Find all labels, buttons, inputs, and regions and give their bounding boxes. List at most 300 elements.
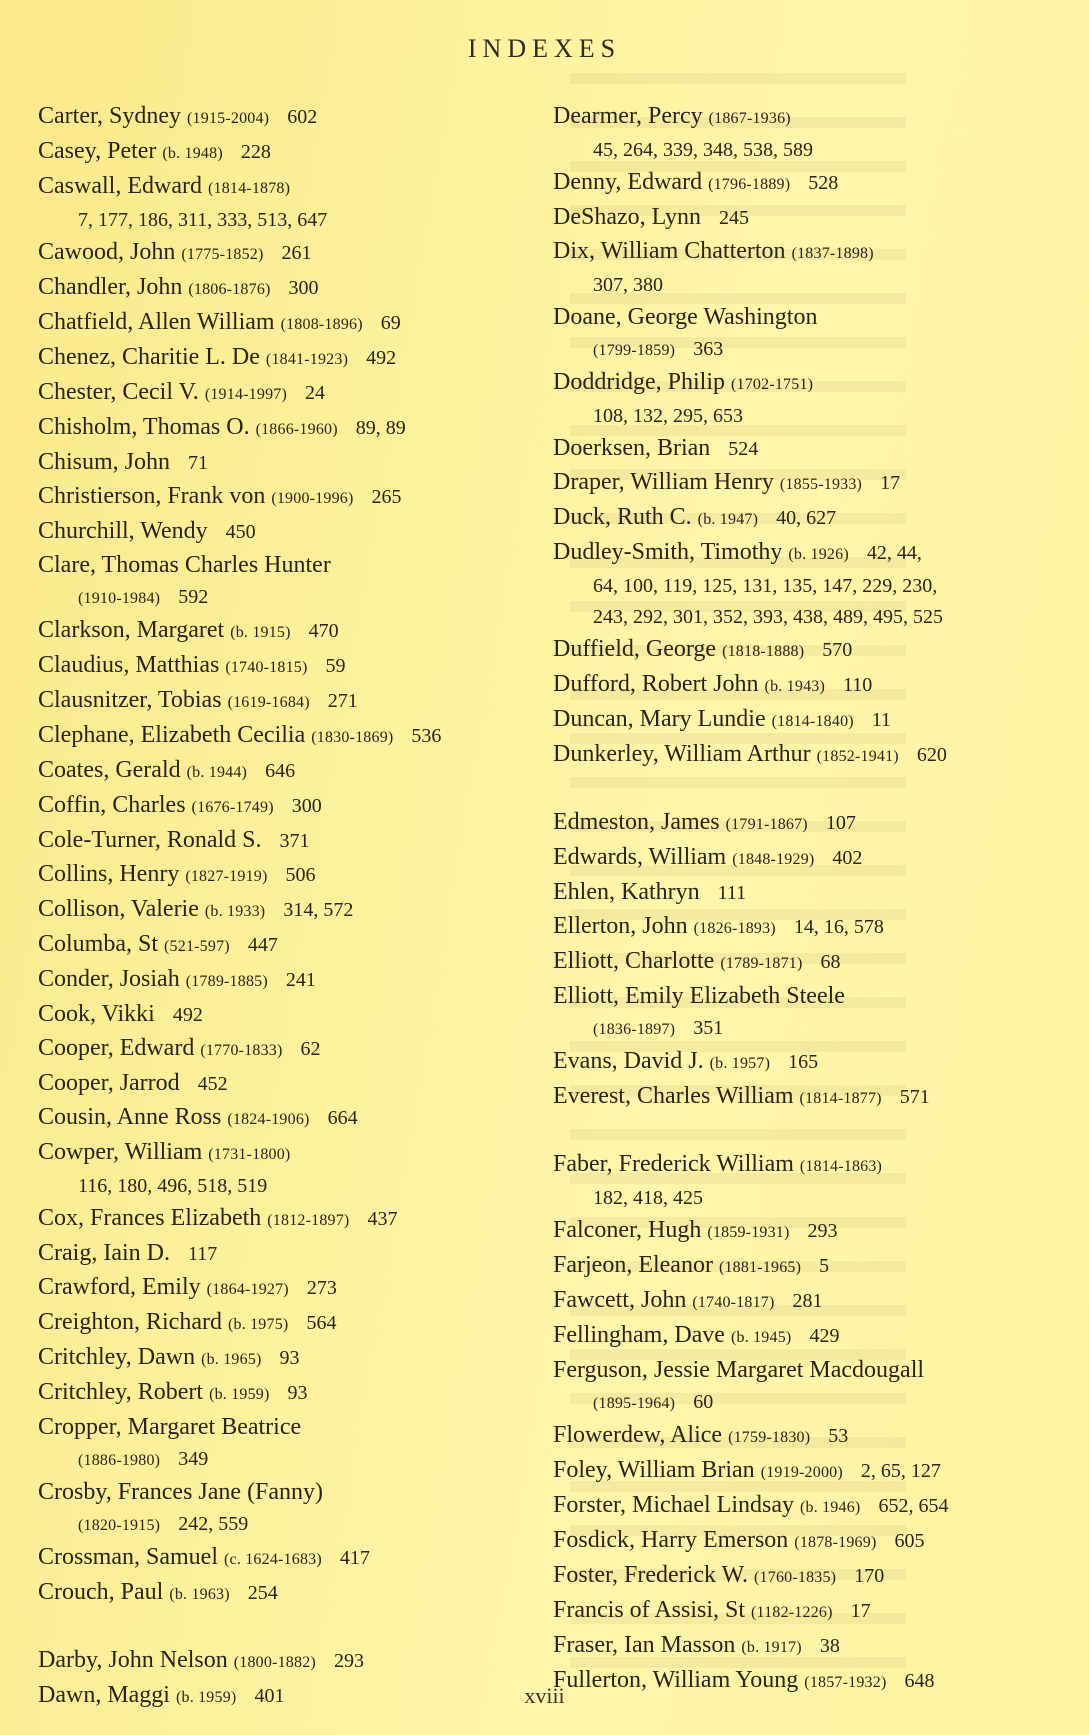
- index-entry: [553, 1045, 1078, 1080]
- index-entry: [38, 754, 538, 789]
- author-dates: (1824-1906): [227, 1111, 310, 1128]
- page-refs: 245: [718, 207, 749, 229]
- page-refs: 17: [880, 472, 901, 494]
- continued-line: [593, 334, 1078, 366]
- page-refs: 59: [325, 655, 346, 677]
- index-entry: [38, 341, 538, 376]
- index-entry: [553, 1249, 1078, 1284]
- index-entry: [553, 1319, 1078, 1354]
- author-dates: (c. 1624-1683): [224, 1551, 322, 1568]
- author-dates: (1182-1226): [751, 1604, 833, 1621]
- continued-line: [78, 582, 538, 614]
- author-name: Chester, Cecil V.: [38, 379, 199, 405]
- index-entry: [38, 614, 538, 649]
- index-entry: [553, 501, 1078, 536]
- author-dates: (1848-1929): [732, 851, 815, 868]
- index-entry: [553, 235, 1078, 301]
- page-refs: 273: [306, 1277, 337, 1299]
- author-dates: (b. 1948): [162, 145, 223, 162]
- page-refs: 2, 65, 127: [860, 1460, 941, 1482]
- author-name: Forster, Michael Lindsay: [553, 1492, 794, 1518]
- author-dates: (1791-1867): [725, 816, 808, 833]
- continued-line: 64, 100, 119, 125, 131, 135, 147, 229, 230,: [593, 575, 938, 597]
- index-entry: [38, 1101, 538, 1136]
- page-refs: 111: [717, 882, 747, 904]
- author-dates: (b. 1945): [730, 1329, 792, 1346]
- author-name: Conder, Josiah: [38, 966, 180, 992]
- index-entry: [38, 306, 538, 341]
- index-entry: [38, 1476, 538, 1541]
- author-name: Foster, Frederick W.: [553, 1562, 749, 1588]
- author-dates: (1759-1830): [728, 1429, 811, 1446]
- index-entry: [38, 1202, 538, 1237]
- page-refs: 60: [693, 1391, 714, 1413]
- page-refs: 261: [281, 242, 312, 264]
- index-entry: [553, 1284, 1078, 1319]
- index-entry: [38, 480, 538, 515]
- page-refs: 24: [305, 382, 325, 404]
- author-name: Fraser, Ian Masson: [553, 1632, 736, 1658]
- continued-line: 243, 292, 301, 352, 393, 438, 489, 495, 525: [593, 606, 943, 628]
- page-refs: 40, 627: [776, 507, 837, 529]
- page-refs: 11: [871, 709, 892, 731]
- page-refs: 524: [728, 438, 759, 460]
- index-entry: [38, 1576, 538, 1611]
- author-dates: (b. 1975): [227, 1316, 289, 1333]
- author-dates: (b. 1926): [788, 546, 849, 563]
- author-dates: (b. 1946): [799, 1499, 861, 1516]
- index-entry: [38, 963, 538, 998]
- page-refs: 564: [306, 1312, 337, 1334]
- author-name: Fullerton, William Young: [553, 1667, 799, 1693]
- right-index-column: [553, 100, 1078, 1699]
- index-entry: [553, 301, 1078, 366]
- index-entry: [38, 271, 538, 306]
- author-dates: (1826-1893): [693, 920, 776, 937]
- author-name: Churchill, Wendy: [38, 518, 208, 544]
- author-name: Doddridge, Philip: [553, 369, 725, 395]
- author-dates: (1855-1933): [779, 476, 863, 493]
- page-refs: 228: [240, 141, 271, 163]
- page-refs: 570: [822, 639, 853, 661]
- index-entry: [38, 411, 538, 446]
- page-refs: 5: [819, 1255, 830, 1277]
- author-dates: (1881-1965): [718, 1259, 802, 1276]
- author-name: Clephane, Elizabeth Cecilia: [38, 722, 306, 748]
- index-entry: [38, 684, 538, 719]
- page-refs: 242, 559: [178, 1513, 249, 1535]
- author-dates: (b. 1944): [186, 764, 248, 781]
- author-dates: (1878-1969): [794, 1534, 877, 1551]
- author-name: Crawford, Emily: [38, 1274, 201, 1300]
- author-name: Foley, William Brian: [553, 1457, 755, 1483]
- author-dates: (1867-1936): [708, 110, 791, 127]
- author-name: Cowper, William: [38, 1139, 203, 1165]
- author-name: Flowerdew, Alice: [553, 1422, 723, 1448]
- page-refs: 14, 16, 578: [793, 916, 884, 938]
- running-head: INDEXES: [467, 34, 622, 63]
- page-refs: 53: [828, 1425, 849, 1447]
- author-name: Critchley, Dawn: [38, 1344, 196, 1370]
- author-name: Draper, William Henry: [553, 469, 774, 495]
- author-name: Collins, Henry: [38, 861, 180, 887]
- author-name: Evans, David J.: [553, 1048, 704, 1074]
- index-entry: [38, 789, 538, 824]
- index-entry: [553, 366, 1078, 432]
- author-name: Coates, Gerald: [38, 757, 181, 783]
- page-refs: 437: [367, 1208, 398, 1230]
- index-entry: [553, 1080, 1078, 1115]
- index-entry: [553, 166, 1078, 201]
- author-dates: (1676-1749): [191, 799, 274, 816]
- author-dates: (b. 1959): [209, 1386, 270, 1403]
- author-name: Chatfield, Allen William: [38, 309, 275, 335]
- author-dates: (1900-1996): [271, 490, 354, 507]
- author-name: Clare, Thomas Charles Hunter: [38, 552, 331, 578]
- index-entry: [38, 858, 538, 893]
- index-entry: [553, 201, 1078, 235]
- page-refs: 592: [178, 586, 209, 608]
- author-name: Elliott, Charlotte: [553, 948, 715, 974]
- index-entry: [38, 1237, 538, 1271]
- author-name: Cook, Vikki: [38, 1001, 155, 1027]
- index-entry: [38, 1541, 538, 1576]
- author-name: Falconer, Hugh: [553, 1217, 702, 1243]
- author-name: Fosdick, Harry Emerson: [553, 1527, 789, 1553]
- author-dates: (b. 1943): [764, 678, 826, 695]
- author-name: Dearmer, Percy: [553, 103, 703, 129]
- author-name: Chandler, John: [38, 274, 183, 300]
- continued-line: 108, 132, 295, 653: [593, 405, 743, 427]
- author-name: Duck, Ruth C.: [553, 504, 692, 530]
- author-name: Chisholm, Thomas O.: [38, 414, 250, 440]
- continued-line: 307, 380: [593, 274, 663, 296]
- author-dates: (1857-1932): [804, 1674, 887, 1691]
- author-name: Chisum, John: [38, 449, 171, 475]
- left-index-column: [38, 100, 538, 1714]
- index-entry: [38, 719, 538, 754]
- author-dates: (1859-1931): [707, 1224, 790, 1241]
- continued-line: [78, 1509, 538, 1541]
- index-entry: [38, 236, 538, 271]
- index-entry: [553, 466, 1078, 501]
- page-refs: 429: [809, 1325, 840, 1347]
- index-entry: [38, 549, 538, 614]
- author-name: Cooper, Edward: [38, 1035, 195, 1061]
- author-name: Dufford, Robert John: [553, 671, 759, 697]
- page-refs: 470: [308, 620, 339, 642]
- author-dates: (1814-1840): [771, 713, 854, 730]
- page-refs: 402: [832, 847, 863, 869]
- index-entry: [553, 1214, 1078, 1249]
- index-entry: [553, 1629, 1078, 1664]
- page-refs: 620: [916, 744, 947, 766]
- index-entry: [38, 1644, 538, 1679]
- index-entry: [38, 1032, 538, 1067]
- index-entry: [38, 1411, 538, 1476]
- author-name: Claudius, Matthias: [38, 652, 220, 678]
- author-name: Denny, Edward: [553, 169, 703, 195]
- author-name: Crouch, Paul: [38, 1579, 164, 1605]
- author-name: Craig, Iain D.: [38, 1240, 170, 1266]
- page-refs: 293: [333, 1650, 364, 1672]
- page-refs: 447: [247, 934, 278, 956]
- page-refs: 110: [843, 674, 873, 696]
- page-refs: 38: [819, 1635, 840, 1657]
- index-entry: [38, 1306, 538, 1341]
- index-entry: [553, 100, 1078, 166]
- index-entry: [38, 1067, 538, 1101]
- page-refs: 241: [285, 969, 316, 991]
- page-refs: 528: [808, 172, 839, 194]
- page-refs: 314, 572: [283, 899, 354, 921]
- author-dates: (1806-1876): [188, 281, 271, 298]
- author-name: Dunkerley, William Arthur: [553, 741, 811, 767]
- author-name: Cousin, Anne Ross: [38, 1104, 222, 1130]
- page-refs: 17: [850, 1600, 871, 1622]
- author-dates: (1841-1923): [265, 351, 349, 368]
- letter-group-gap: [38, 1611, 538, 1644]
- author-dates: (1789-1871): [720, 955, 803, 972]
- author-dates: (1910-1984): [78, 590, 161, 607]
- author-dates: (1864-1927): [206, 1281, 289, 1298]
- author-name: Cooper, Jarrod: [38, 1070, 180, 1096]
- index-entry: [38, 824, 538, 858]
- author-dates: (1814-1877): [799, 1090, 882, 1107]
- author-name: Farjeon, Eleanor: [553, 1252, 713, 1278]
- author-dates: (1852-1941): [816, 748, 899, 765]
- author-name: Critchley, Robert: [38, 1379, 204, 1405]
- index-entry: [38, 1271, 538, 1306]
- author-dates: (b. 1915): [230, 624, 291, 641]
- author-name: Ferguson, Jessie Margaret Macdougall: [553, 1357, 925, 1383]
- author-name: Crosby, Frances Jane (Fanny): [38, 1479, 324, 1505]
- page-refs: 62: [300, 1038, 321, 1060]
- index-entry: [553, 703, 1078, 738]
- page-refs: 93: [279, 1347, 300, 1369]
- author-dates: (b. 1957): [709, 1055, 771, 1072]
- index-entry: [553, 738, 1078, 773]
- page-refs: 492: [366, 347, 397, 369]
- author-name: Edwards, William: [553, 844, 727, 870]
- index-entry: [553, 980, 1078, 1045]
- author-name: Crossman, Samuel: [38, 1544, 218, 1570]
- index-entry: [38, 446, 538, 480]
- author-dates: (1830-1869): [311, 729, 394, 746]
- page-refs: 107: [825, 812, 856, 834]
- page-refs: 265: [371, 486, 402, 508]
- page-refs: 363: [693, 338, 724, 360]
- page-refs: 401: [254, 1685, 285, 1707]
- author-dates: (b. 1959): [175, 1689, 237, 1706]
- author-name: Carter, Sydney: [38, 103, 182, 129]
- author-name: Everest, Charles William: [553, 1083, 794, 1109]
- author-dates: (1799-1859): [593, 342, 676, 359]
- page-refs: 89, 89: [355, 417, 406, 439]
- page-refs: 93: [287, 1382, 308, 1404]
- author-name: Dudley-Smith, Timothy: [553, 539, 783, 565]
- author-dates: (1827-1919): [185, 868, 268, 885]
- author-name: Duffield, George: [553, 636, 717, 662]
- index-entry: [38, 1376, 538, 1411]
- author-dates: (b. 1933): [204, 903, 266, 920]
- index-entry: [553, 1148, 1078, 1214]
- author-dates: (1800-1882): [233, 1654, 316, 1671]
- page-refs: 452: [197, 1073, 228, 1095]
- index-entry: [38, 100, 538, 135]
- index-entry: [553, 1419, 1078, 1454]
- index-entry: [38, 928, 538, 963]
- index-entry: [553, 841, 1078, 876]
- index-entry: [553, 1559, 1078, 1594]
- author-name: Christierson, Frank von: [38, 483, 266, 509]
- author-dates: (1915-2004): [187, 110, 270, 127]
- author-dates: (1702-1751): [731, 376, 814, 393]
- author-dates: (1760-1835): [754, 1569, 837, 1586]
- author-name: Francis of Assisi, St: [553, 1597, 746, 1623]
- author-name: Clarkson, Margaret: [38, 617, 225, 643]
- author-dates: (1775-1852): [181, 246, 264, 263]
- author-name: Clausnitzer, Tobias: [38, 687, 222, 713]
- author-dates: (b. 1963): [169, 1586, 230, 1603]
- page-refs: 652, 654: [878, 1495, 949, 1517]
- page-refs: 648: [904, 1670, 935, 1692]
- author-name: Dawn, Maggi: [38, 1682, 170, 1708]
- index-entry: [553, 668, 1078, 703]
- index-entry: [38, 649, 538, 684]
- author-dates: (1837-1898): [791, 245, 874, 262]
- index-entry: [38, 135, 538, 170]
- page-refs: 450: [225, 521, 256, 543]
- page-refs: 71: [188, 452, 209, 474]
- continued-line: [78, 1444, 538, 1476]
- author-dates: (b. 1965): [201, 1351, 262, 1368]
- index-entry: [553, 1454, 1078, 1489]
- author-dates: (1770-1833): [200, 1042, 283, 1059]
- index-entry: [553, 1524, 1078, 1559]
- author-name: Ellerton, John: [553, 913, 688, 939]
- author-name: Edmeston, James: [553, 809, 720, 835]
- author-name: Coffin, Charles: [38, 792, 186, 818]
- page-refs: 300: [288, 277, 319, 299]
- author-name: Columba, St: [38, 931, 159, 957]
- index-entry: [38, 1341, 538, 1376]
- author-name: Cox, Frances Elizabeth: [38, 1205, 262, 1231]
- page-refs: 646: [265, 760, 296, 782]
- page-refs: 300: [291, 795, 322, 817]
- index-entry: [38, 170, 538, 236]
- index-entry: [553, 876, 1078, 910]
- author-dates: (1818-1888): [722, 643, 805, 660]
- page-refs: 351: [693, 1017, 724, 1039]
- page-refs: 371: [279, 830, 310, 852]
- continued-line: 116, 180, 496, 518, 519: [78, 1175, 268, 1197]
- page-refs: 170: [854, 1565, 885, 1587]
- author-dates: (1808-1896): [280, 316, 363, 333]
- letter-group-gap: [553, 773, 1078, 806]
- author-dates: (1740-1817): [692, 1294, 775, 1311]
- author-dates: (1820-1915): [78, 1517, 161, 1534]
- index-entry: [553, 910, 1078, 945]
- author-dates: (521-597): [164, 938, 230, 955]
- author-name: Dix, William Chatterton: [553, 238, 786, 264]
- author-dates: (1814-1878): [207, 180, 291, 197]
- page-refs: 605: [894, 1530, 925, 1552]
- author-dates: (1836-1897): [593, 1021, 676, 1038]
- author-dates: (1895-1964): [593, 1395, 676, 1412]
- page-refs: 281: [792, 1290, 823, 1312]
- page-refs: 571: [899, 1086, 930, 1108]
- author-dates: (1866-1960): [255, 421, 338, 438]
- author-dates: (1812-1897): [267, 1212, 350, 1229]
- author-name: Fawcett, John: [553, 1287, 687, 1313]
- letter-group-gap: [553, 1115, 1078, 1148]
- index-entry: [38, 998, 538, 1032]
- page-refs: 602: [287, 106, 318, 128]
- author-dates: (1919-2000): [760, 1464, 843, 1481]
- index-entry: [38, 515, 538, 549]
- page-refs: 117: [187, 1243, 218, 1265]
- page-refs: 536: [411, 725, 442, 747]
- page-refs: 165: [788, 1051, 819, 1073]
- continued-line: [593, 1013, 1078, 1045]
- continued-line: 45, 264, 339, 348, 538, 589: [593, 139, 813, 161]
- page-refs: 506: [285, 864, 316, 886]
- author-dates: (1814-1863): [799, 1158, 883, 1175]
- author-name: Chenez, Charitie L. De: [38, 344, 260, 370]
- index-entry: [38, 376, 538, 411]
- page-refs: 42, 44,: [866, 542, 922, 564]
- index-entry: [553, 633, 1078, 668]
- page-refs: 349: [178, 1448, 209, 1470]
- author-name: Elliott, Emily Elizabeth Steele: [553, 983, 845, 1009]
- page-number: xviii: [524, 1683, 565, 1708]
- page-refs: 271: [327, 690, 358, 712]
- page-refs: 254: [247, 1582, 278, 1604]
- index-entry: [553, 536, 1078, 633]
- author-name: Collison, Valerie: [38, 896, 199, 922]
- author-dates: (b. 1917): [741, 1639, 802, 1656]
- index-entry: [553, 1489, 1078, 1524]
- continued-line: [593, 1387, 1078, 1419]
- author-name: Caswall, Edward: [38, 173, 202, 199]
- author-name: Cawood, John: [38, 239, 176, 265]
- index-entry: [38, 893, 538, 928]
- author-name: Fellingham, Dave: [553, 1322, 725, 1348]
- author-dates: (1619-1684): [227, 694, 310, 711]
- author-dates: (1740-1815): [225, 659, 308, 676]
- index-entry: [553, 945, 1078, 980]
- author-dates: (1731-1800): [208, 1146, 291, 1163]
- author-dates: (1914-1997): [204, 386, 287, 403]
- author-name: Cropper, Margaret Beatrice: [38, 1414, 302, 1440]
- page-refs: 664: [327, 1107, 358, 1129]
- page-refs: 417: [339, 1547, 370, 1569]
- index-entry: [38, 1136, 538, 1202]
- author-name: Doerksen, Brian: [553, 435, 711, 461]
- author-name: Duncan, Mary Lundie: [553, 706, 766, 732]
- author-dates: (1886-1980): [78, 1452, 161, 1469]
- author-name: Ehlen, Kathryn: [553, 879, 700, 905]
- page-refs: 293: [807, 1220, 838, 1242]
- author-dates: (1796-1889): [708, 176, 791, 193]
- author-name: Creighton, Richard: [38, 1309, 222, 1335]
- continued-line: 7, 177, 186, 311, 333, 513, 647: [78, 209, 328, 231]
- page-refs: 492: [172, 1004, 203, 1026]
- author-name: Cole-Turner, Ronald S.: [38, 827, 262, 853]
- index-entry: [553, 432, 1078, 466]
- page-refs: 69: [380, 312, 401, 334]
